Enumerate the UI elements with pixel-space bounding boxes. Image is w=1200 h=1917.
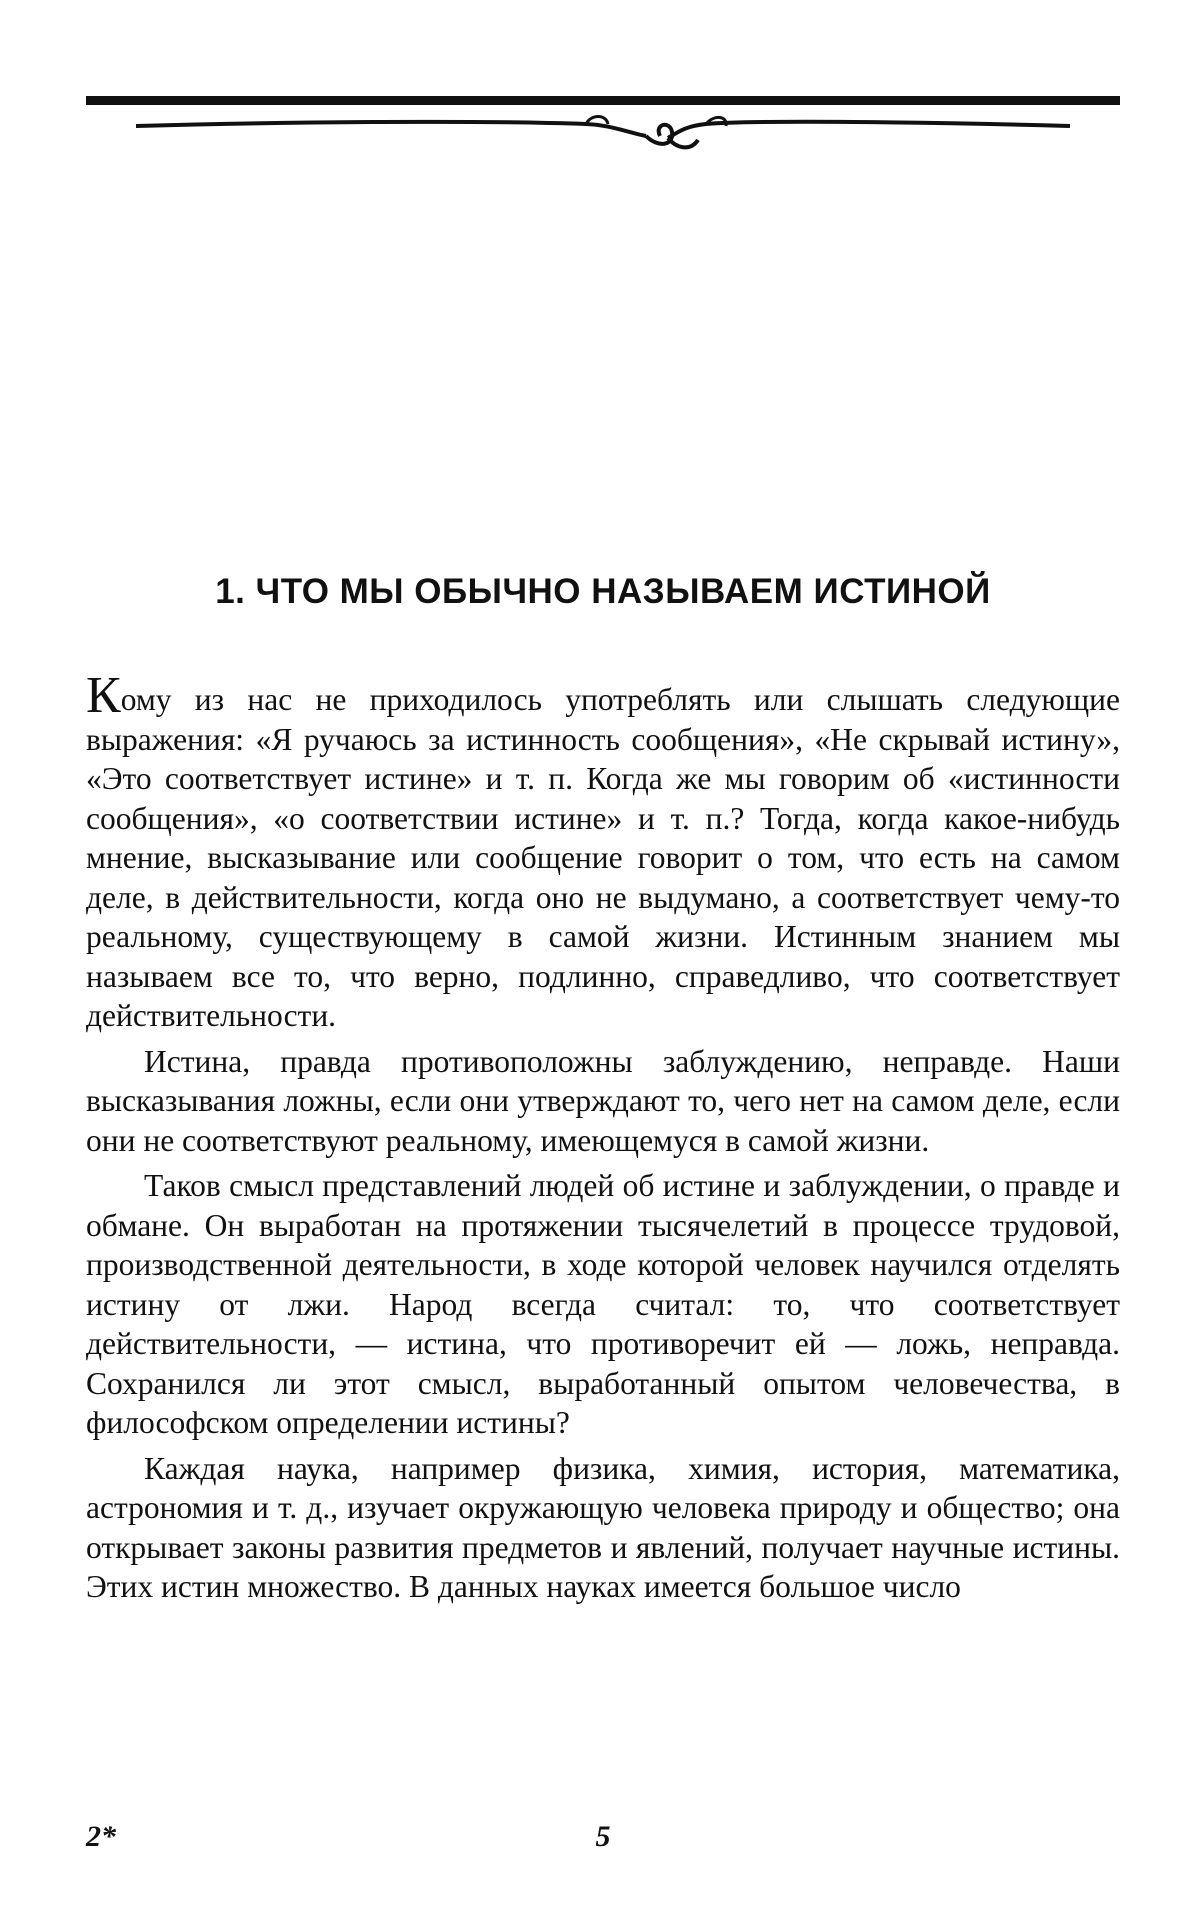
header-ornament	[86, 96, 1120, 166]
body-text	[86, 667, 1120, 1607]
page-footer	[86, 1820, 1120, 1860]
page-number: 5	[595, 1820, 611, 1853]
paragraph-1-text: ому из нас не приходилось употреблять или слышать следующие выражения: «Я ручаюсь за истинность сообщения», «Не скрывай истину», «Это соответствует истине» и т. п. Когда же мы говорим об «истинности сообщения», «о соответствии истине» и т. п.? Тогда, когда какое-нибудь мнение, высказывание или сообщение говорит о том, что есть на самом деле, в действительности, когда оно не выдумано, а соответствует чему-то реальному, существующему в самой жизни. Истинным знанием мы называем все то, что верно, подлинно, справедливо, что соответствует действительности.	[86, 682, 1120, 1033]
paragraph-1	[86, 667, 1120, 1036]
paragraph-2: Истина, правда противоположны заблуждению, неправде. Наши высказывания ложны, если они утверждают то, чего нет на самом деле, если они не соответствуют реальному, имеющемуся в самой жизни.	[86, 1043, 1120, 1158]
ornament-right-flourish	[668, 122, 1070, 138]
signature-mark: 2*	[86, 1820, 116, 1853]
ornament-left-flourish	[136, 122, 646, 136]
paragraph-3: Таков смысл представлений людей об истине и заблуждении, о правде и обмане. Он выработан на протяжении тысячелетий в процессе трудовой, производственной деятельности, в ходе которой человек научился отделять истину от лжи. Народ всегда считал: то, что соответствует действительности, — истина, что противоречит ей — ложь, неправда. Сохранился ли этот смысл, выработанный опытом человечества, в философском определении истины?	[86, 1168, 1120, 1440]
paragraph-4: Каждая наука, например физика, химия, история, математика, астрономия и т. д., изучает окружающую человека природу и общество; она открывает законы развития предметов и явлений, получает научные истины. Этих истин множество. В данных науках имеется большое число	[86, 1450, 1120, 1604]
ornament-top-rule	[86, 96, 1120, 105]
chapter-title: 1. ЧТО МЫ ОБЫЧНО НАЗЫВАЕМ ИСТИНОЙ	[215, 572, 991, 611]
drop-cap: К	[86, 667, 121, 724]
